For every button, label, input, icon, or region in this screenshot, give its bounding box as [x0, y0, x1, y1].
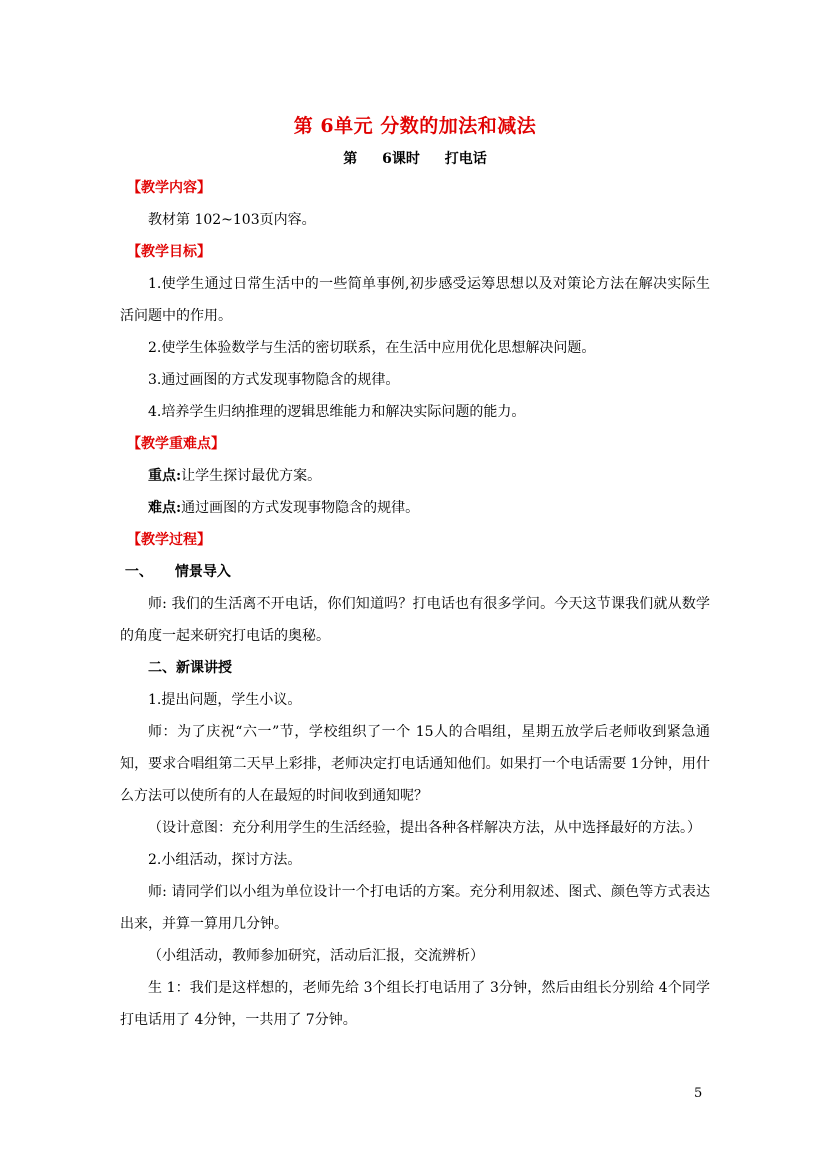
- key-point-text: 让学生探讨最优方案。: [181, 468, 322, 484]
- page-number: 5: [694, 1086, 703, 1101]
- difficulty-paragraph: [120, 492, 710, 524]
- goal-item: 4.培养学生归纳推理的逻辑思维能力和解决实际问题的能力。: [148, 404, 526, 420]
- process-part1-title: 情景导入: [174, 564, 231, 580]
- difficulty-text: 通过画图的方式发现事物隐含的规律。: [181, 500, 420, 516]
- section-heading-key-points: 【教学重难点】: [127, 436, 225, 452]
- process-step1: 1.提出问题，学生小议。: [148, 692, 302, 708]
- content-text: 教材第 102~103页内容。: [148, 212, 316, 228]
- process-part1-text: 师: 我们的生活离不开电话，你们知道吗？打电话也有很多学问。今天这节课我们就从数学的角度一起来研究打电话的奥秘。: [120, 596, 710, 644]
- key-point-label: 重点:: [148, 468, 182, 484]
- process-part1-heading: [120, 556, 710, 588]
- goal-item: 1.使学生通过日常生活中的一些简单事例,初步感受运筹思想以及对策论方法在解决实际生活问题中的作用。: [120, 276, 710, 324]
- section-heading-process: 【教学过程】: [127, 532, 211, 548]
- document-subtitle: 第 6课时 打电话: [343, 151, 487, 167]
- document-title: 第 6单元 分数的加法和减法: [293, 115, 537, 137]
- process-step2-teacher: 师: 请同学们以小组为单位设计一个打电话的方案。充分利用叙述、图式、颜色等方式表达出来，并算一算用几分钟。: [120, 884, 710, 932]
- key-point-paragraph: [120, 460, 710, 492]
- process-step2: 2.小组活动，探讨方法。: [148, 852, 302, 868]
- process-student1: 生 1：我们是这样想的，老师先给 3个组长打电话用了 3分钟，然后由组长分别给 4个同学打电话用了 4分钟，一共用了 7分钟。: [120, 980, 710, 1028]
- process-step2-activity: （小组活动，教师参加研究，活动后汇报，交流辨析）: [148, 948, 484, 964]
- section-heading-content: 【教学内容】: [127, 180, 211, 196]
- section-heading-goals: 【教学目标】: [127, 244, 211, 260]
- process-part2-heading: 二、新课讲授: [148, 660, 232, 676]
- goal-item: 2.使学生体验数学与生活的密切联系，在生活中应用优化思想解决问题。: [148, 340, 596, 356]
- process-step1-design: （设计意图：充分利用学生的生活经验，提出各种各样解决方法，从中选择最好的方法。）: [148, 820, 701, 836]
- process-step1-teacher: 师：为了庆祝“六一”节，学校组织了一个 15人的合唱组，星期五放学后老师收到紧急通知，要求合唱组第二天早上彩排，老师决定打电话通知他们。如果打一个电话需要 1分钟，用什么方法可以使所有的人在最短的时间收到通知呢？: [120, 724, 710, 804]
- difficulty-label: 难点:: [148, 500, 182, 516]
- document-body: [120, 112, 710, 1036]
- goal-item: 3.通过画图的方式发现事物隐含的规律。: [148, 372, 400, 388]
- process-part1-number: 一、: [124, 564, 153, 580]
